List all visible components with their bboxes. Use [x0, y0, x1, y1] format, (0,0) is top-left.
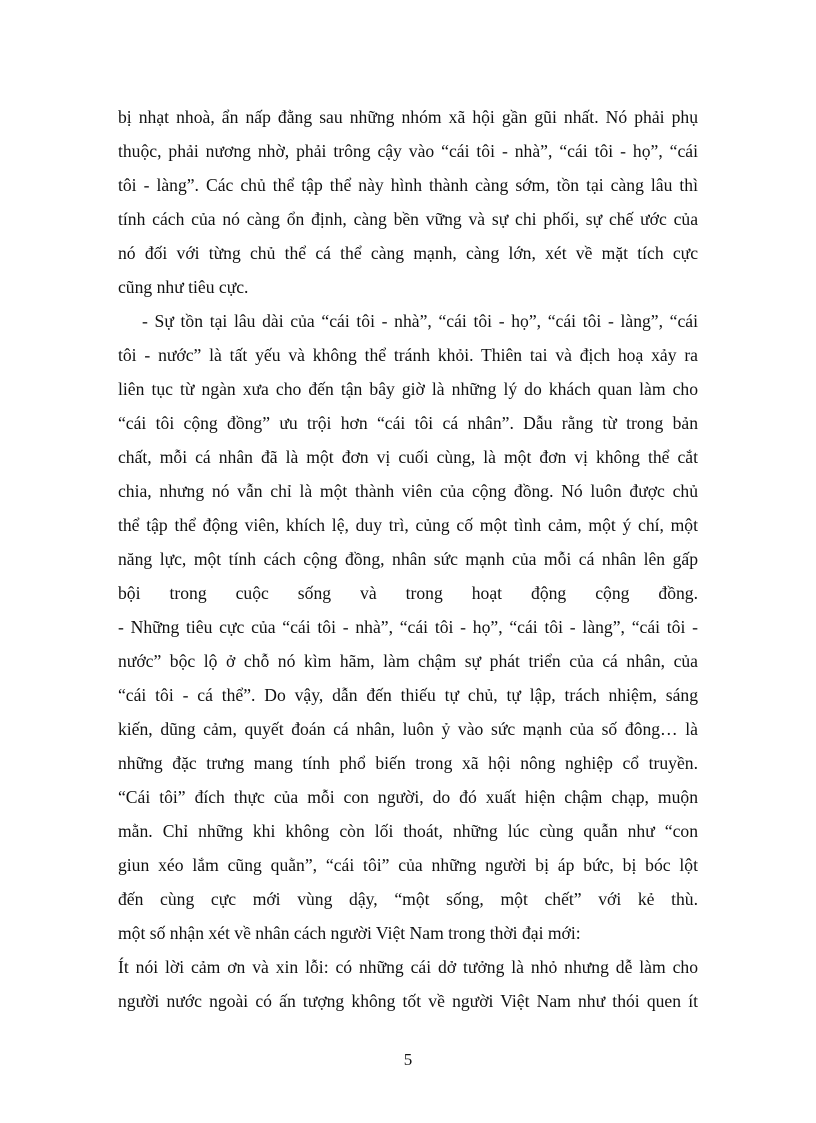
text-line: “Cái tôi” đích thực của mỗi con người, do đó xuất hiện chậm chạp, muộn: [118, 787, 698, 807]
text-line: mằn. Chỉ những khi không còn lối thoát, những lúc cùng quẫn như “con: [118, 821, 698, 841]
text-line: năng lực, một tính cách cộng đồng, nhân sức mạnh của mỗi cá nhân lên gấp: [118, 549, 698, 569]
text-line: cũng như tiêu cực.: [118, 277, 249, 297]
text-line: “cái tôi - cá thể”. Do vậy, dẫn đến thiếu tự chủ, tự lập, trách nhiệm, sáng: [118, 685, 698, 705]
text-line: Ít nói lời cảm ơn và xin lỗi: có những cái dở tưởng là nhỏ nhưng dễ làm cho: [118, 957, 698, 977]
page-number: 5: [403, 1050, 413, 1069]
text-line: đến cùng cực mới vùng dậy, “một sống, một chết” với kẻ thù.: [118, 889, 698, 909]
text-line: chất, mỗi cá nhân đã là một đơn vị cuối cùng, là một đơn vị không thể cắt: [118, 447, 698, 467]
text-line: - Sự tồn tại lâu dài của “cái tôi - nhà”, “cái tôi - họ”, “cái tôi - làng”, “cái: [142, 311, 698, 331]
text-line: thuộc, phải nương nhờ, phải trông cậy vào “cái tôi - nhà”, “cái tôi - họ”, “cái: [118, 141, 698, 161]
text-line: giun xéo lắm cũng quằn”, “cái tôi” của những người bị áp bức, bị bóc lột: [118, 855, 698, 875]
text-line: chia, nhưng nó vẫn chỉ là một thành viên của cộng đồng. Nó luôn được chủ: [118, 481, 698, 501]
text-line: nó đối với từng chủ thể cá thể càng mạnh, càng lớn, xét về mặt tích cực: [118, 243, 698, 263]
text-line: người nước ngoài có ấn tượng không tốt về người Việt Nam như thói quen ít: [118, 991, 698, 1011]
text-line: - Những tiêu cực của “cái tôi - nhà”, “cái tôi - họ”, “cái tôi - làng”, “cái tôi -: [118, 617, 698, 637]
text-line: một số nhận xét về nhân cách người Việt Nam trong thời đại mới:: [118, 923, 581, 943]
text-line: kiến, dũng cảm, quyết đoán cá nhân, luôn ỷ vào sức mạnh của số đông… là: [118, 719, 698, 739]
text-line: những đặc trưng mang tính phổ biến trong xã hội nông nghiệp cổ truyền.: [118, 753, 698, 773]
text-line: bội trong cuộc sống và trong hoạt động cộng đồng.: [118, 583, 698, 603]
text-line: tính cách của nó càng ổn định, càng bền vững và sự chi phối, sự chế ước của: [118, 209, 698, 229]
text-line: “cái tôi cộng đồng” ưu trội hơn “cái tôi cá nhân”. Dẫu rằng từ trong bản: [118, 413, 698, 433]
body-text: [118, 100, 698, 1018]
text-line: nước” bộc lộ ở chỗ nó kìm hãm, làm chậm sự phát triển của cá nhân, của: [118, 651, 698, 671]
text-line: tôi - nước” là tất yếu và không thể tránh khỏi. Thiên tai và địch hoạ xảy ra: [118, 345, 698, 365]
text-line: liên tục từ ngàn xưa cho đến tận bây giờ là những lý do khách quan làm cho: [118, 379, 698, 399]
text-line: tôi - làng”. Các chủ thể tập thể này hình thành càng sớm, tồn tại càng lâu thì: [118, 175, 698, 195]
text-line: thể tập thể động viên, khích lệ, duy trì, củng cố một tình cảm, một ý chí, một: [118, 515, 698, 535]
text-line: bị nhạt nhoà, ẩn nấp đằng sau những nhóm xã hội gần gũi nhất. Nó phải phụ: [118, 107, 698, 127]
